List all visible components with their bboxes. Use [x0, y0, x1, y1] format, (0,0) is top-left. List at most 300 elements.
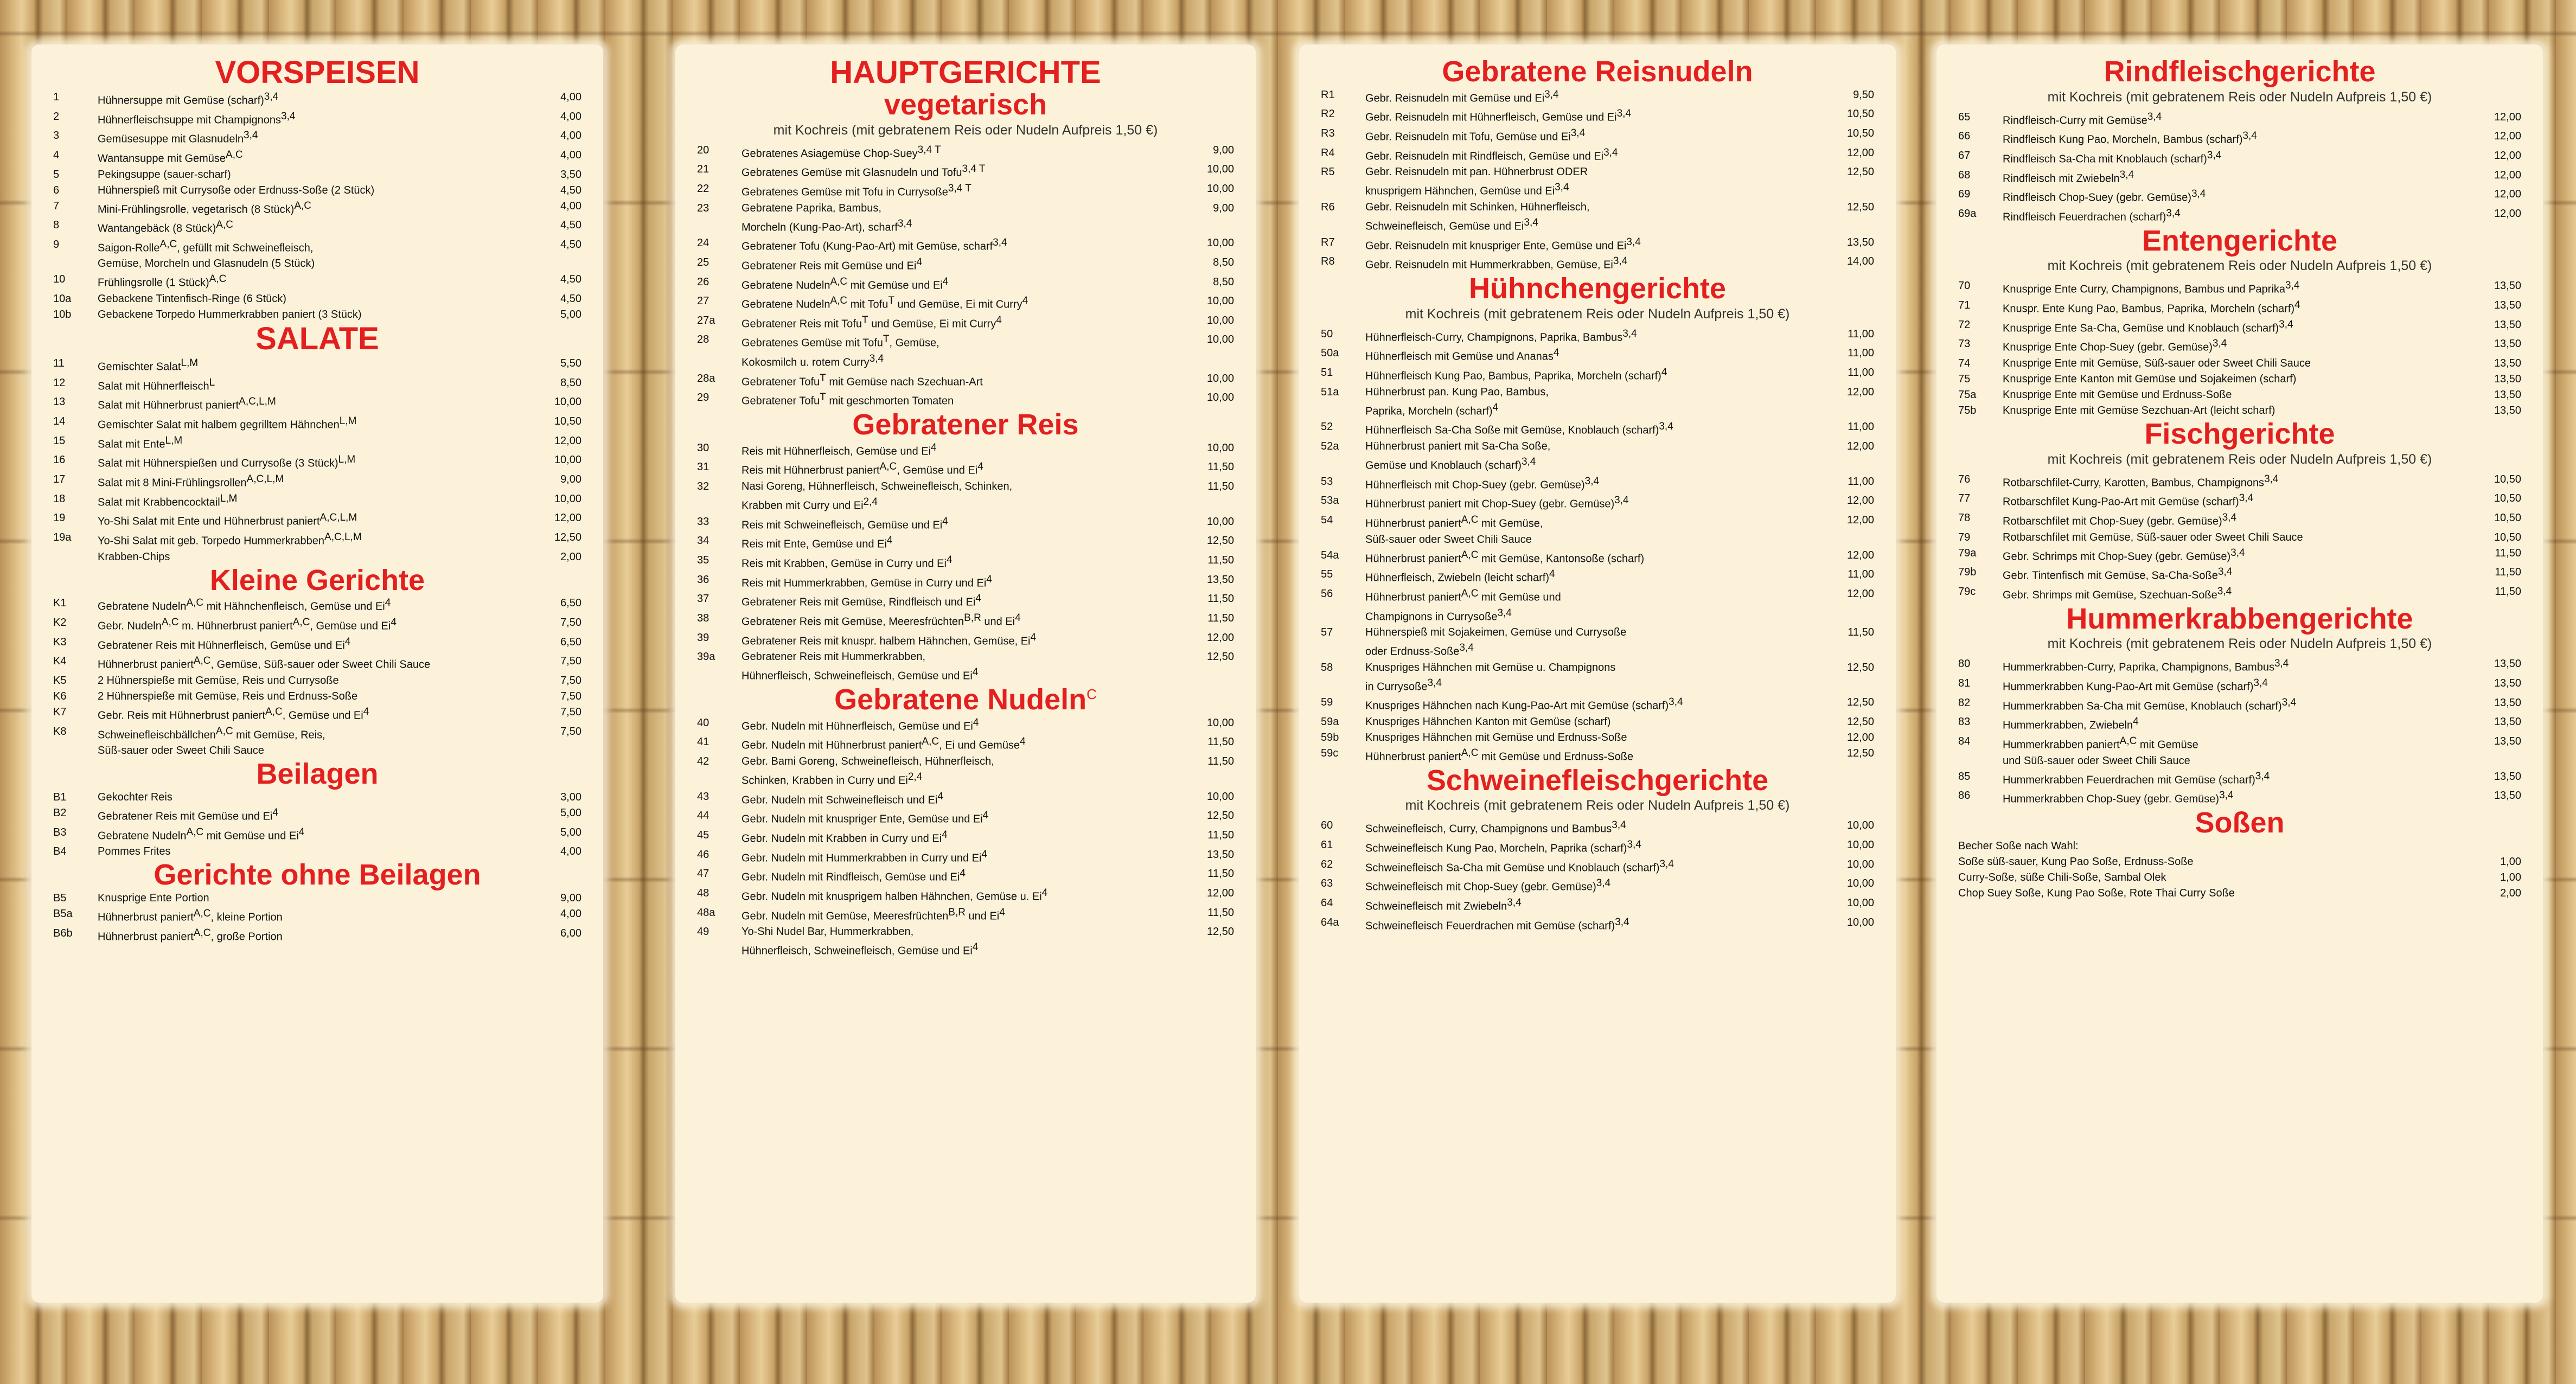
item-number: 18 [53, 492, 66, 505]
item-name [2003, 546, 2456, 565]
item-number: 27a [697, 314, 715, 326]
item-allergens: 4 [1030, 631, 1037, 643]
item-allergens: 3,4 [2222, 511, 2237, 523]
menu-item [697, 201, 1234, 216]
item-allergens: 4 [2294, 299, 2300, 311]
item-text: Kokosmilch u. rotem Curry [742, 356, 870, 369]
item-price: 10,00 [554, 492, 581, 505]
menu-item [1958, 734, 2521, 753]
item-allergens: L,M [339, 415, 357, 427]
item-name [742, 533, 1169, 553]
item-text: Knusprige Ente mit Gemüse und Erdnuss-Soße [2003, 388, 2232, 401]
item-name [742, 553, 1169, 572]
item-text: Gebr. Schrimps mit Chop-Suey (gebr. Gemüse) [2003, 550, 2231, 563]
section-note: mit Kochreis (mit gebratenem Reis oder Nudeln Aufpreis 1,50 €) [773, 122, 1158, 138]
item-text: Rindfleisch mit Zwiebeln [2003, 172, 2120, 185]
item-price: 1,00 [2500, 871, 2521, 883]
item-name [98, 926, 516, 945]
section-title [53, 323, 581, 356]
item-price: 4,00 [560, 110, 581, 123]
item-number: K4 [53, 655, 67, 668]
item-number: 76 [1958, 473, 1971, 485]
item-name [98, 653, 516, 673]
item-price: 11,50 [2495, 547, 2521, 559]
menu-item [53, 356, 581, 375]
item-number: 84 [1958, 735, 1971, 747]
item-text: Gebratener Tofu [742, 376, 820, 388]
item-name [98, 128, 516, 148]
item-number [1321, 180, 1365, 200]
section-intro: Becher Soße nach Wahl: [1958, 840, 2079, 852]
item-text: Gebr. Tintenfisch mit Gemüse, Sa-Cha-Soße [2003, 569, 2218, 582]
section-note: mit Kochreis (mit gebratenem Reis oder Nudeln Aufpreis 1,50 €) [2047, 451, 2432, 467]
item-allergens: T [883, 334, 890, 345]
menu-section [1958, 808, 2521, 901]
menu-item [1958, 584, 2521, 604]
item-name [1365, 454, 1809, 474]
item-number: 77 [1958, 492, 1971, 505]
item-name [2003, 734, 2456, 753]
item-text: Gebratenes Gemüse mit Tofu [742, 337, 883, 350]
item-price: 10,00 [1206, 314, 1234, 326]
item-price: 10,00 [1206, 334, 1234, 346]
menu-item [1321, 454, 1874, 474]
item-number: 74 [1958, 357, 1971, 369]
item-allergens: 3,4 [1584, 475, 1600, 487]
item-number: 50 [1321, 328, 1333, 340]
item-text: Schweinefleisch Kung Pao, Morcheln, Paprika (scharf) [1365, 842, 1627, 855]
item-name [2003, 387, 2456, 403]
menu-item [1958, 278, 2521, 298]
item-allergens: 4 [272, 806, 278, 818]
item-allergens: 3,4 [2217, 566, 2233, 578]
item-text: Hühnerbrust paniert [98, 658, 194, 671]
menu-item [53, 375, 581, 395]
item-number: 46 [697, 848, 709, 861]
item-allergens: 3,4 T [917, 144, 941, 156]
item-number: 80 [1958, 658, 1971, 670]
menu-section [1321, 765, 1874, 934]
menu-item [697, 533, 1234, 553]
item-number: 8 [53, 219, 60, 232]
item-name [98, 183, 516, 198]
item-name [742, 332, 1169, 351]
item-number: 14 [53, 415, 66, 427]
menu-item [1958, 546, 2521, 565]
item-name [1365, 180, 1809, 200]
item-number: 49 [697, 926, 709, 938]
item-name [742, 201, 1169, 216]
item-name [98, 906, 516, 926]
menu-item [1321, 730, 1874, 746]
item-price: 3,50 [560, 168, 581, 181]
item-text: Hühnerbrust pan. Kung Pao, Bambus, [1365, 386, 1549, 398]
item-name [98, 89, 516, 109]
item-price: 10,00 [1846, 819, 1874, 832]
menu-item [53, 148, 581, 167]
item-allergens: 3,4 [2239, 492, 2254, 504]
item-allergens: A,C,L,M [324, 531, 362, 543]
item-text: Hummerkrabben paniert [2003, 739, 2120, 751]
item-allergens: 4 [298, 826, 305, 838]
section-title-text: Gebratene Nudeln [834, 683, 1087, 716]
item-number: 11 [53, 357, 65, 370]
item-number: 26 [697, 275, 709, 288]
item-number: 33 [697, 515, 709, 528]
item-number: R7 [1321, 236, 1335, 248]
menu-item [1321, 660, 1874, 676]
item-name [742, 924, 1169, 940]
item-text: Gebr. Nudeln mit Hühnerfleisch, Gemüse und Ei [742, 720, 973, 733]
item-price: 6,50 [560, 636, 581, 648]
item-name [1958, 854, 2456, 870]
menu-item [1958, 317, 2521, 337]
item-name [2003, 187, 2456, 206]
item-name [98, 272, 516, 291]
item-number: 62 [1321, 858, 1333, 870]
item-allergens: A,C [193, 907, 211, 919]
item-price: 12,00 [2494, 169, 2521, 181]
item-name [98, 805, 516, 825]
item-price: 9,00 [1213, 202, 1234, 214]
item-text: Süß-sauer oder Sweet Chili Sauce [1365, 533, 1532, 546]
item-number [53, 549, 98, 565]
item-text: Gemüse, Morcheln und Glasnudeln (5 Stück) [98, 258, 315, 270]
section-title-text: Fischgerichte [2144, 417, 2335, 450]
item-text: Gebr. Reisnudeln mit Gemüse und Ei [1365, 92, 1545, 105]
item-price: 7,50 [560, 674, 581, 687]
item-text: oder Erdnuss-Soße [1365, 645, 1460, 658]
menu-item [1321, 818, 1874, 837]
menu-item [1958, 336, 2521, 356]
item-number: 10b [53, 309, 72, 321]
item-price [1169, 351, 1234, 371]
item-text: Gebratener Reis mit Gemüse und Ei [98, 810, 273, 823]
item-price: 12,00 [1206, 887, 1234, 899]
item-name [742, 293, 1169, 313]
menu-item [53, 549, 581, 565]
menu-item [1321, 915, 1874, 934]
item-number: 59 [1321, 696, 1333, 709]
menu-item [53, 89, 581, 109]
item-text: Hühnerfleisch Kung Pao, Bambus, Paprika, Morcheln (scharf) [1365, 370, 1661, 382]
item-allergens: T [820, 372, 826, 384]
item-text: Gebratener Reis mit Tofu [742, 318, 862, 330]
item-allergens: 4 [996, 314, 1002, 326]
item-text: Gebratenes Asiagemüse Chop-Suey [742, 148, 918, 160]
item-text: Hühnerbrust paniert mit Sa-Cha Soße, [1365, 440, 1551, 452]
item-price [1169, 495, 1234, 514]
item-number: K5 [53, 674, 67, 687]
item-text: Gebratene Nudeln [98, 600, 187, 613]
item-allergens: A,C [830, 295, 848, 307]
menu-item [1321, 640, 1874, 660]
item-name [1365, 385, 1809, 400]
item-allergens: 3,4 [2274, 658, 2289, 670]
item-name [1365, 586, 1809, 606]
item-name [1365, 126, 1809, 145]
item-number: 9 [53, 238, 60, 251]
menu-item [697, 924, 1234, 940]
item-number: 59c [1321, 747, 1339, 760]
item-name [98, 217, 516, 237]
item-number [1321, 532, 1365, 548]
item-text: Hühnerspieß mit Sojakeimen, Gemüse und Currysoße [1365, 626, 1627, 639]
item-price: 11,00 [1848, 347, 1874, 360]
item-name [98, 635, 516, 654]
item-text: Reis mit Ente, Gemüse und Ei [742, 539, 887, 551]
item-allergens: 4 [972, 667, 979, 678]
item-price [1809, 606, 1874, 625]
item-price [1809, 676, 1874, 695]
menu-item [697, 274, 1234, 294]
item-text: Knuspriges Hähnchen mit Gemüse u. Champignons [1365, 661, 1616, 674]
item-number: 27 [697, 295, 709, 307]
menu-item [1958, 769, 2521, 789]
item-name [2003, 317, 2456, 337]
item-number: 37 [697, 593, 709, 605]
item-text: Rotbarschfilet mit Chop-Suey (gebr. Gemüse) [2003, 515, 2222, 528]
item-allergens: 4 [385, 597, 391, 609]
item-number: 51 [1321, 366, 1333, 379]
item-text: Rindfleisch-Curry mit Gemüse [2003, 114, 2147, 127]
item-price: 9,50 [1853, 88, 1874, 101]
item-name [1365, 106, 1809, 126]
item-name [2003, 472, 2456, 491]
item-price: 10,00 [1206, 392, 1234, 404]
item-name [1365, 254, 1809, 273]
item-name [1365, 326, 1809, 346]
section-title [53, 56, 581, 89]
item-name [1365, 818, 1809, 837]
item-price: 4,00 [560, 149, 581, 161]
item-price: 3,00 [560, 791, 581, 803]
item-text: Gebr. Nudeln mit Rindfleisch, Gemüse und Ei [742, 871, 960, 883]
item-allergens: 4 [344, 636, 351, 648]
item-allergens: 3,4 [1524, 216, 1538, 228]
item-number: 12 [53, 376, 66, 389]
item-name [742, 866, 1169, 886]
item-price: 10,00 [1846, 916, 1874, 928]
item-name [1365, 625, 1809, 640]
item-price: 4,50 [560, 293, 581, 305]
menu-item [53, 183, 581, 198]
section-title-text: Entengerichte [2142, 224, 2338, 257]
item-allergens: 4 [1492, 401, 1499, 413]
item-price: 13,50 [1846, 236, 1874, 248]
section-title-text: Beilagen [256, 758, 379, 791]
item-name [1365, 746, 1809, 765]
item-text: Hummerkrabben Feuerdrachen mit Gemüse (scharf) [2003, 774, 2255, 786]
menu-item [697, 514, 1234, 534]
section-title [697, 684, 1234, 715]
item-name [98, 452, 516, 472]
item-text: Yo-Shi Salat mit geb. Torpedo Hummerkrabben [98, 535, 325, 547]
section-title [1958, 808, 2521, 838]
menu-item [1321, 419, 1874, 439]
item-text: Rindfleisch Sa-Cha mit Knoblauch (scharf) [2003, 153, 2207, 165]
item-text: Hühnerbrust paniert [1365, 751, 1461, 763]
item-allergens: 3,4 [2253, 677, 2268, 689]
item-name [742, 808, 1169, 828]
item-number: 28 [697, 334, 709, 346]
item-number [1321, 400, 1365, 420]
item-name [742, 371, 1169, 390]
item-allergens: 3,4 [1596, 877, 1611, 889]
item-text: Rindfleisch Feuerdrachen (scharf) [2003, 211, 2166, 223]
item-number: B5 [53, 892, 67, 904]
section-note: mit Kochreis (mit gebratenem Reis oder Nudeln Aufpreis 1,50 €) [1405, 798, 1790, 813]
item-text: Gebr. Nudeln mit knuspriger Ente, Gemüse und Ei [742, 813, 983, 825]
item-name [742, 591, 1169, 611]
section-title-text: vegetarisch [884, 88, 1047, 121]
item-price: 10,00 [1206, 441, 1234, 454]
item-allergens: B,R [948, 906, 966, 918]
item-allergens: 4 [975, 593, 981, 605]
item-name [1365, 474, 1809, 494]
item-number: 30 [697, 441, 709, 454]
item-price: 10,50 [554, 415, 581, 427]
item-text: Hummerkrabben-Curry, Paprika, Champignons, Bambus [2003, 661, 2274, 674]
menu-item [1958, 129, 2521, 148]
item-allergens: 3,4 [1507, 897, 1522, 909]
item-name [2003, 129, 2456, 148]
menu-item [53, 615, 581, 635]
item-price: 13,50 [2494, 716, 2521, 728]
item-number: 19 [53, 512, 66, 524]
item-text: Hühnerbrust paniert [98, 931, 194, 943]
item-allergens: 3,4 [1459, 642, 1474, 654]
menu-section [53, 759, 581, 860]
menu-item [1958, 298, 2521, 317]
section-title-text: Gebratene Reisnudeln [1442, 55, 1753, 88]
item-allergens: 4 [960, 868, 966, 880]
item-price: 12,00 [1846, 495, 1874, 507]
item-text: Gebratener Reis mit Gemüse, Meeresfrüchten [742, 616, 964, 628]
item-allergens: 3,4 [2191, 188, 2206, 200]
item-price: 11,50 [1207, 755, 1234, 768]
item-price: 12,50 [1206, 926, 1234, 938]
menu-item [697, 255, 1234, 274]
item-allergens: A,C [1461, 747, 1479, 759]
item-number [697, 665, 742, 684]
menu-item [53, 291, 581, 307]
menu-item [1321, 126, 1874, 145]
item-allergens: 3,4 [2166, 207, 2181, 219]
item-text: Gebr. Nudeln mit Hühnerbrust paniert [742, 740, 922, 752]
item-allergens: 3,4 [2281, 696, 2297, 708]
item-name [1365, 876, 1809, 895]
item-allergens: 3,4 [2255, 770, 2270, 782]
item-name [742, 235, 1169, 255]
menu-item [697, 390, 1234, 409]
menu-item [53, 743, 581, 759]
item-allergens: 2,4 [907, 771, 923, 783]
menu-item [1321, 326, 1874, 346]
item-name [742, 665, 1169, 684]
item-number [697, 216, 742, 236]
item-text: Reis mit Hühnerbrust paniert [742, 465, 880, 477]
item-text-cont: , Ei und Gemüse [939, 740, 1020, 752]
item-number: 48 [697, 887, 709, 899]
item-allergens: 4 [1020, 736, 1026, 748]
item-number: 71 [1958, 299, 1971, 311]
item-number: 59a [1321, 716, 1339, 728]
item-number: 34 [697, 535, 709, 547]
menu-panel-4 [1936, 44, 2543, 1303]
item-name [2003, 769, 2456, 789]
section-note: mit Kochreis (mit gebratenem Reis oder Nudeln Aufpreis 1,50 €) [2047, 258, 2432, 274]
item-number: 22 [697, 182, 709, 195]
item-name [2003, 676, 2456, 695]
item-price: 9,00 [1213, 144, 1234, 156]
item-allergens: A,C [193, 927, 211, 939]
menu-item [697, 553, 1234, 572]
menu-item [1321, 106, 1874, 126]
item-number: 83 [1958, 716, 1971, 728]
menu-item [697, 591, 1234, 611]
menu-item [697, 293, 1234, 313]
item-allergens: 4 [972, 941, 979, 953]
item-name [1365, 714, 1809, 730]
item-text-cont: und Gemüse, Ei mit Curry [894, 298, 1022, 311]
item-text-cont: mit Gemüse und Ei [847, 279, 943, 292]
item-text: Hummerkrabben, Zwiebeln [2003, 719, 2133, 732]
item-name [2003, 168, 2456, 187]
item-allergens: 4 [1022, 295, 1028, 307]
item-number: 42 [697, 755, 709, 768]
item-allergens: A,C [879, 461, 897, 473]
item-price: 7,50 [560, 725, 581, 738]
item-name [742, 143, 1169, 162]
item-name [98, 890, 516, 906]
item-text: Reis mit Hühnerfleisch, Gemüse und Ei [742, 445, 931, 458]
menu-item [53, 272, 581, 291]
item-allergens: 4 [931, 441, 937, 453]
item-price: 12,00 [2494, 130, 2521, 143]
item-price: 7,50 [560, 706, 581, 718]
menu-item [1958, 110, 2521, 129]
item-text: Gebr. Shrimps mit Gemüse, Szechuan-Soße [2003, 589, 2217, 601]
item-name [1365, 215, 1809, 235]
item-price: 12,00 [2494, 111, 2521, 123]
item-text-cont: mit Hähnchenfleisch, Gemüse und Ei [203, 600, 385, 613]
item-price: 13,50 [2494, 790, 2521, 802]
item-allergens: 3,4 [264, 91, 279, 102]
item-number: 54a [1321, 549, 1339, 561]
item-allergens: L,M [220, 492, 238, 504]
item-price: 6,00 [560, 927, 581, 939]
item-text-cont: mit Gemüse und Erdnuss-Soße [1478, 751, 1634, 763]
item-price: 11,50 [1207, 868, 1234, 880]
item-text: Knuspriges Hähnchen Kanton mit Gemüse (scharf) [1365, 716, 1611, 728]
item-number: 23 [697, 202, 709, 214]
item-text: Krabben mit Curry und Ei [742, 499, 864, 512]
item-name [1365, 365, 1809, 385]
item-text: Schweinefleisch mit Zwiebeln [1365, 900, 1507, 913]
item-allergens: 4 [999, 906, 1005, 918]
menu-item [53, 635, 581, 654]
section-title [1958, 419, 2521, 450]
item-name [2003, 206, 2456, 226]
section-title-text: Hummerkrabbengerichte [2066, 602, 2413, 635]
item-text: Reis mit Hummerkrabben, Gemüse in Curry und Ei [742, 577, 987, 590]
item-name [2003, 788, 2456, 808]
item-text-cont: , Gemüse und Ei [310, 620, 391, 632]
item-price: 6,50 [560, 597, 581, 610]
item-name [98, 724, 516, 744]
item-allergens: T [888, 295, 894, 307]
